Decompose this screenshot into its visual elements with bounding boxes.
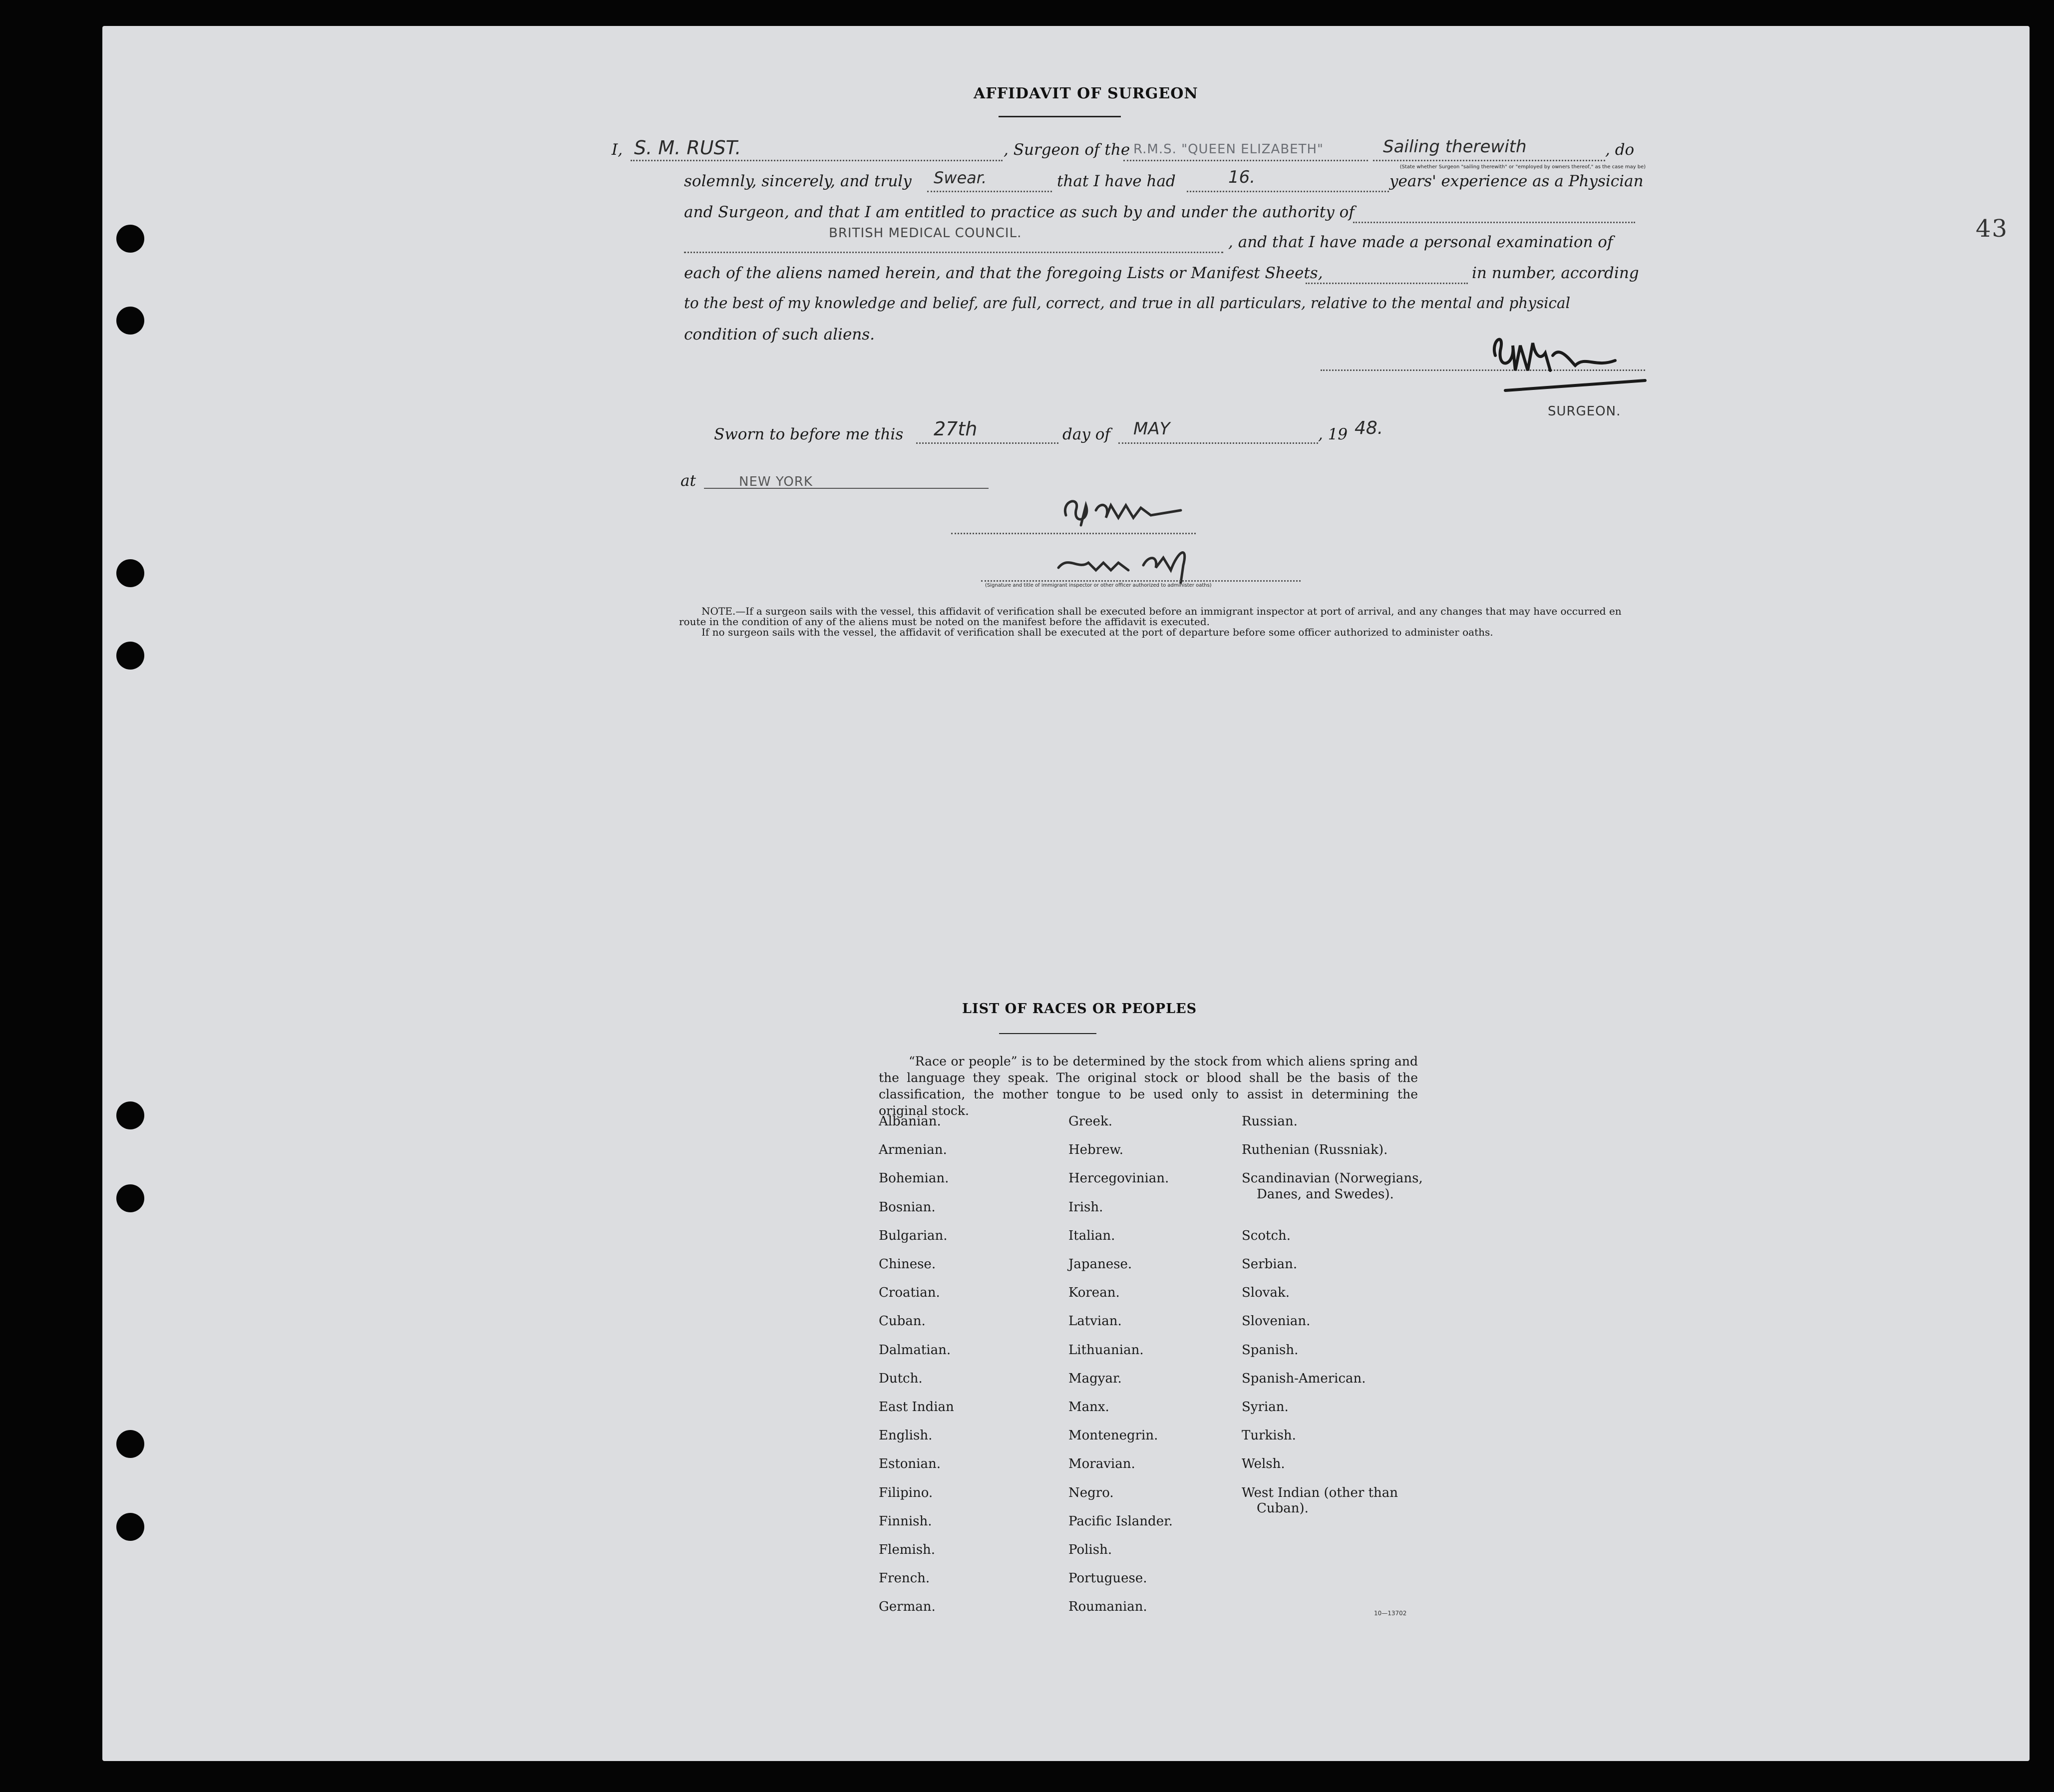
sailing-field-line — [1373, 160, 1605, 161]
punch-hole — [116, 225, 144, 253]
race-item: Roumanian. — [1068, 1599, 1147, 1615]
race-item: Italian. — [1068, 1228, 1115, 1243]
text-day-of: day of — [1062, 425, 1110, 443]
sworn-day-line — [916, 442, 1058, 444]
sheets-field-line — [1306, 283, 1468, 284]
name-field-line — [631, 160, 1003, 161]
race-item: Serbian. — [1242, 1257, 1298, 1272]
note-no-surgeon: If no surgeon sails with the vessel, the affidavit of verification shall be executed at the port of departure before some officer authorized to administer oaths. — [701, 626, 1493, 638]
race-item: Bohemian. — [879, 1171, 949, 1186]
text-do: , do — [1605, 141, 1635, 159]
race-item: Finnish. — [879, 1513, 932, 1529]
text-examination: , and that I have made a personal examination of — [1228, 233, 1613, 251]
race-item: Manx. — [1068, 1400, 1109, 1415]
page-number: 43 — [1976, 215, 2009, 243]
races-title-divider — [999, 1033, 1096, 1034]
punch-hole — [116, 559, 144, 587]
text-surgeon-of: , Surgeon of the — [1004, 141, 1130, 159]
races-title: LIST OF RACES OR PEOPLES — [962, 1001, 1197, 1017]
race-item: West Indian (other than — [1242, 1485, 1398, 1500]
race-item: Hercegovinian. — [1068, 1171, 1169, 1186]
race-item: Russian. — [1242, 1114, 1298, 1129]
race-item: Spanish. — [1242, 1342, 1299, 1358]
race-item: Portuguese. — [1068, 1571, 1147, 1586]
sworn-month: MAY — [1133, 419, 1170, 439]
race-item: Moravian. — [1068, 1456, 1135, 1472]
surgeon-label: SURGEON. — [1548, 404, 1621, 419]
race-item: Bulgarian. — [879, 1228, 948, 1243]
text-at: at — [681, 472, 696, 490]
race-item: Magyar. — [1068, 1371, 1122, 1386]
race-item: Dutch. — [879, 1371, 923, 1386]
race-item: Turkish. — [1242, 1428, 1296, 1443]
affidavit-title: AFFIDAVIT OF SURGEON — [974, 85, 1198, 102]
race-item: East Indian — [879, 1400, 954, 1415]
officer-title-signature — [1048, 540, 1228, 585]
race-item: English. — [879, 1428, 933, 1443]
text-had: that I have had — [1057, 172, 1176, 190]
race-item: Filipino. — [879, 1485, 933, 1500]
officer-caption: (Signature and title of immigrant inspector or other officer authorized to administer oaths) — [985, 583, 1212, 588]
officer-signature-line-1 — [951, 533, 1196, 534]
race-item: Flemish. — [879, 1542, 936, 1557]
race-item: Chinese. — [879, 1257, 936, 1272]
race-item: Hebrew. — [1068, 1142, 1123, 1158]
text-condition: condition of such aliens. — [684, 326, 875, 344]
race-item: Syrian. — [1242, 1400, 1289, 1415]
surgeon-name: S. M. RUST. — [634, 137, 741, 159]
sworn-year: 48. — [1355, 418, 1383, 438]
punch-hole — [116, 1430, 144, 1458]
punch-hole — [116, 642, 144, 670]
punch-hole — [116, 1184, 144, 1212]
race-item: Bosnian. — [879, 1199, 936, 1215]
race-item: Latvian. — [1068, 1314, 1122, 1329]
races-intro: “Race or people” is to be determined by the stock from which aliens spring and the language they speak. The original stock or blood shall be the basis of the classification, the mother tongue to be used only to assist in determining the original stock. — [879, 1054, 1418, 1118]
race-item: Korean. — [1068, 1285, 1120, 1301]
years-experience: 16. — [1228, 167, 1256, 187]
oath-type: Swear. — [934, 168, 987, 187]
race-item: Armenian. — [879, 1142, 947, 1158]
text-sworn: Sworn to before me this — [714, 425, 904, 443]
race-item: Polish. — [1068, 1542, 1112, 1557]
text-in-number: in number, according — [1472, 264, 1639, 282]
officer-signature — [1051, 490, 1281, 530]
race-item: Albanian. — [879, 1114, 941, 1129]
note-surgeon-sails: NOTE.—If a surgeon sails with the vessel, this affidavit of verification shall be executed before an immigrant inspector at port of arrival, and any changes that may have occurred en route in the condition of any of the aliens must be noted on the manifest before the affidavit is executed. — [679, 605, 1622, 628]
race-item: Slovak. — [1242, 1285, 1290, 1301]
authority-field-line-2 — [684, 252, 1223, 253]
race-item: Croatian. — [879, 1285, 940, 1301]
text-year-prefix: , 19 — [1318, 425, 1348, 443]
document-page — [102, 26, 2030, 1761]
race-item: Dalmatian. — [879, 1342, 951, 1358]
text-aliens-named: each of the aliens named herein, and that the foregoing Lists or Manifest Sheets, — [684, 264, 1323, 282]
vessel-field-line — [1123, 160, 1368, 161]
authority-name: BRITISH MEDICAL COUNCIL. — [829, 226, 1022, 241]
sworn-day: 27th — [934, 418, 978, 440]
race-item: Estonian. — [879, 1456, 941, 1472]
race-item: Danes, and Swedes). — [1257, 1186, 1394, 1202]
surgeon-signature — [1485, 326, 1650, 400]
text-i: I, — [612, 141, 623, 159]
text-solemnly: solemnly, sincerely, and truly — [684, 172, 912, 190]
sworn-place: NEW YORK — [739, 474, 813, 489]
punch-hole — [116, 307, 144, 335]
race-item: Lithuanian. — [1068, 1342, 1144, 1358]
race-item: Pacific Islander. — [1068, 1513, 1173, 1529]
authority-field-line-1 — [1353, 222, 1635, 223]
officer-signature-line-2 — [981, 580, 1301, 582]
sailing-status: Sailing therewith — [1383, 137, 1527, 157]
race-item: Scotch. — [1242, 1228, 1291, 1243]
race-item: Ruthenian (Russniak). — [1242, 1142, 1388, 1158]
sailing-instruction: (State whether Surgeon "sailing therewith" or "employed by owners thereof," as the case may be) — [1399, 164, 1646, 170]
race-item: Scandinavian (Norwegians, — [1242, 1171, 1423, 1186]
race-item: German. — [879, 1599, 936, 1615]
sworn-month-line — [1118, 442, 1318, 444]
affidavit-note — [679, 606, 1635, 638]
race-item: Montenegrin. — [1068, 1428, 1158, 1443]
text-best-of-knowledge: to the best of my knowledge and belief, are full, correct, and true in all particulars, relative to the mental and physical — [684, 295, 1571, 312]
text-years: years' experience as a Physician — [1389, 172, 1644, 190]
vessel-name: R.M.S. "QUEEN ELIZABETH" — [1133, 142, 1324, 157]
race-item: Cuban. — [879, 1314, 926, 1329]
race-item: Cuban). — [1257, 1501, 1309, 1516]
race-item: French. — [879, 1571, 930, 1586]
race-item: Slovenian. — [1242, 1314, 1311, 1329]
race-item: Irish. — [1068, 1199, 1103, 1215]
years-field-line — [1187, 191, 1389, 192]
punch-hole — [116, 1513, 144, 1541]
text-authority: and Surgeon, and that I am entitled to practice as such by and under the authority of — [684, 203, 1355, 221]
race-item: Welsh. — [1242, 1456, 1285, 1472]
oath-field-line — [927, 191, 1052, 192]
race-item: Negro. — [1068, 1485, 1114, 1500]
race-item: Spanish-American. — [1242, 1371, 1366, 1386]
title-divider — [999, 116, 1121, 117]
race-item: Greek. — [1068, 1114, 1112, 1129]
race-item: Japanese. — [1068, 1257, 1132, 1272]
punch-hole — [116, 1101, 144, 1129]
form-number: 10—13702 — [1374, 1610, 1407, 1617]
